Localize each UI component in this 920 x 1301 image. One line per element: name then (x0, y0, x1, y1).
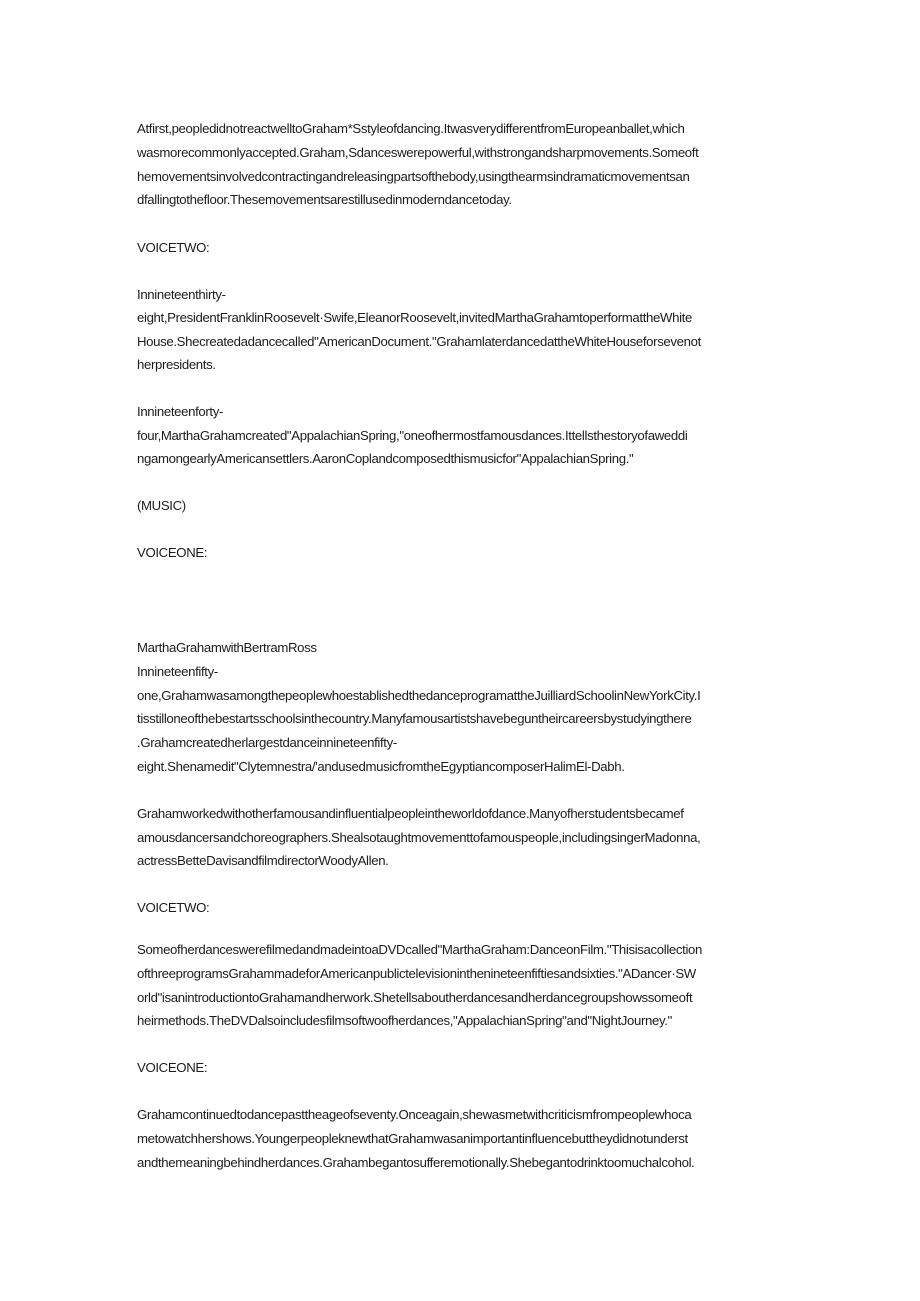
paragraph-1-line-1: Atfirst,peopledidnotreactwelltoGraham*Sstyleofdancing.Itwasverydifferentfrom​Europeanballet,which (137, 121, 685, 136)
paragraph-7-line-3: andthemeaningbehindherdances.Grahambegantosufferemotionally.Shebegantodrinktoomuchalcohol. (137, 1155, 695, 1170)
speaker-voice-two: VOICETWO: (137, 900, 210, 915)
speaker-voice-two: VOICETWO: (137, 240, 210, 255)
paragraph-4-line-1: Innineteenfifty- (137, 664, 218, 679)
paragraph-3-line-3: ngamongearlyAmericansettlers.AaronCoplandcomposedthismusicfor"AppalachianSpring." (137, 451, 634, 466)
paragraph-3-line-2: four,MarthaGrahamcreated"AppalachianSpring,"oneofhermostfamousdances.Ittellsthestoryofaweddi (137, 428, 688, 443)
music-cue: (MUSIC) (137, 498, 186, 513)
paragraph-5-line-1: Grahamworkedwithotherfamousandinfluentialpeopleintheworldofdance.Manyofherstudentsbecamef (137, 806, 684, 821)
paragraph-1-line-4: dfallingtothefloor.Thesemovementsarestillusedinmoderndancetoday. (137, 192, 512, 207)
paragraph-6-line-4: heirmethods.TheDVDalsoincludesfilmsoftwoofherdances,"AppalachianSpring"and"NightJourney." (137, 1013, 672, 1028)
speaker-voice-one: VOICEONE: (137, 1060, 208, 1075)
paragraph-2-line-1: Innineteenthirty- (137, 287, 226, 302)
speaker-voice-one: VOICEONE: (137, 545, 208, 560)
paragraph-6-line-2: ofthreeprogramsGrahammadeforAmericanpublictelevisioninthenineteenfiftiesandsixties."ADancer·SW (137, 966, 696, 981)
paragraph-7-line-1: Grahamcontinuedtodancepasttheageofseventy.Onceagain,shewasmetwithcriticismfrompeoplewhoca (137, 1107, 692, 1122)
paragraph-1-line-3: hemovementsinvolvedcontractingandreleasingpartsofthebody,usingthearmsindramaticmovementsan (137, 169, 690, 184)
paragraph-5-line-2: amousdancersandchoreographers.Shealsotaughtmovementtofamouspeople,includingsingerMadonna, (137, 830, 701, 845)
paragraph-2-line-3: House.Shecreatedadancecalled"AmericanDocument."GrahamlaterdancedattheWhiteHouseforsevenot (137, 334, 701, 349)
paragraph-1-line-2: wasmorecommonlyaccepted.Graham,Sdanceswerepowerful,withstrongandsharpmovements.Someoft (137, 145, 699, 160)
paragraph-6-line-1: Someofherdanceswerefilmedandmadeintoa​DVDcalled"MarthaGraham:DanceonFilm."Thisisacollection (137, 942, 702, 957)
paragraph-7-line-2: metowatchhershows.YoungerpeopleknewthatGrahamwasanimportantinfluencebuttheydidnotunderst (137, 1131, 688, 1146)
paragraph-4-line-3: tisstilloneofthebestartsschoolsinthecountry.Manyfamousartistshavebeguntheircareersbystudyingthere (137, 711, 692, 726)
paragraph-3-line-1: Innineteenforty- (137, 404, 224, 419)
paragraph-4-line-2: one,GrahamwasamongthepeoplewhoestablishedthedanceprogramattheJuilliardSchoolinNewYorkCity.I (137, 688, 701, 703)
paragraph-4-line-5: eight.Shenamedit"Clytemnestra/'andusedmusicfromtheEgyptiancomposerHalimEl-Dabh. (137, 759, 625, 774)
paragraph-4-line-4: .Grahamcreatedherlargestdanceinnineteenfifty- (137, 735, 397, 750)
paragraph-2-line-4: herpresidents. (137, 357, 216, 372)
paragraph-2-line-2: eight,PresidentFranklinRoosevelt·Swife,EleanorRoosevelt,invitedMarthaGrahamtoperformattheWhite (137, 310, 692, 325)
paragraph-6-line-3: orld"isanintroductiontoGrahamandherwork.Shetellsaboutherdancesandherdancegroupshowssomeoft (137, 990, 693, 1005)
image-caption: MarthaGrahamwithBertramRoss (137, 640, 317, 655)
paragraph-5-line-3: actressBetteDavisandfilmdirectorWoodyAllen. (137, 853, 389, 868)
